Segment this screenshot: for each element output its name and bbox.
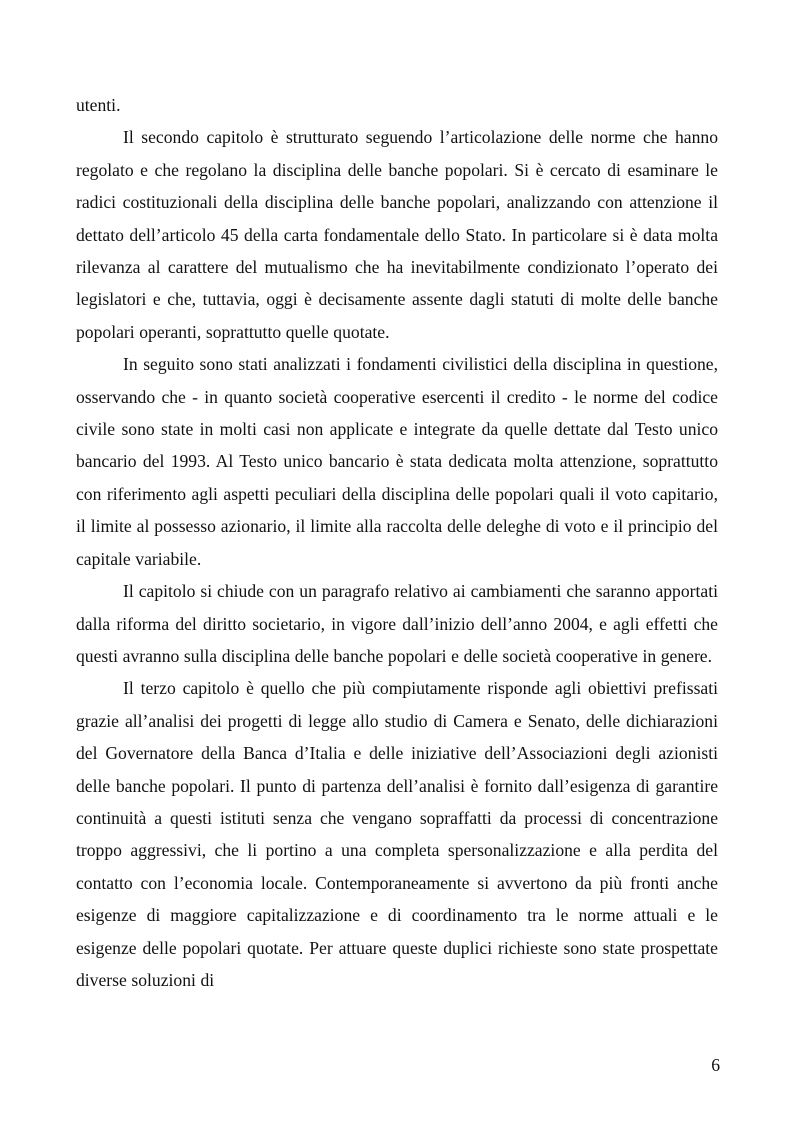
paragraph-second-chapter: Il secondo capitolo è strutturato seguendo l’articolazione delle norme che hanno regolato e che regolano la disciplina delle banche popolari. Si è cercato di esaminare le radici costituzionali della disciplina delle banche popolari, analizzando con attenzione il dettato dell’articolo 45 della carta fondamentale dello Stato. In particolare si è data molta rilevanza al carattere del mutualismo che ha inevitabilmente condizionato l’operato dei legislatori e che, tuttavia, oggi è decisamente assente dagli statuti di molte delle banche popolari operanti, soprattutto quelle quotate. <box>76 127 718 342</box>
document-page <box>76 89 718 996</box>
paragraph-third-chapter: Il terzo capitolo è quello che più compiutamente risponde agli obiettivi prefissati grazie all’analisi dei progetti di legge allo studio di Camera e Senato, delle dichiarazioni del Governatore della Banca d’Italia e delle iniziative dell’Associazioni degli azionisti delle banche popolari. Il punto di partenza dell’analisi è fornito dall’esigenza di garantire continuità a questi istituti senza che vengano sopraffatti da processi di concentrazione troppo aggressivi, che li portino a una completa spersonalizzazione e alla perdita del contatto con l’economia locale. Contemporaneamente si avvertono da più fronti anche esigenze di maggiore capitalizzazione e di coordinamento tra le norme attuali e le esigenze delle popolari quotate. Per attuare queste duplici richieste sono state prospettate diverse soluzioni di <box>76 678 718 990</box>
paragraph-continuation: utenti. <box>76 95 121 115</box>
paragraph-chapter-closing: Il capitolo si chiude con un paragrafo relativo ai cambiamenti che saranno apportati dalla riforma del diritto societario, in vigore dall’inizio dell’anno 2004, e agli effetti che questi avranno sulla disciplina delle banche popolari e delle società cooperative in genere. <box>76 581 718 666</box>
paragraph-civil-foundations: In seguito sono stati analizzati i fondamenti civilistici della disciplina in questione, osservando che - in quanto società cooperative esercenti il credito - le norme del codice civile sono state in molti casi non applicate e integrate da quelle dettate dal Testo unico bancario del 1993. Al Testo unico bancario è stata dedicata molta attenzione, soprattutto con riferimento agli aspetti peculiari della disciplina delle popolari quali il voto capitario, il limite al possesso azionario, il limite alla raccolta delle deleghe di voto e il principio del capitale variabile. <box>76 354 718 569</box>
page-number: 6 <box>711 1055 720 1075</box>
